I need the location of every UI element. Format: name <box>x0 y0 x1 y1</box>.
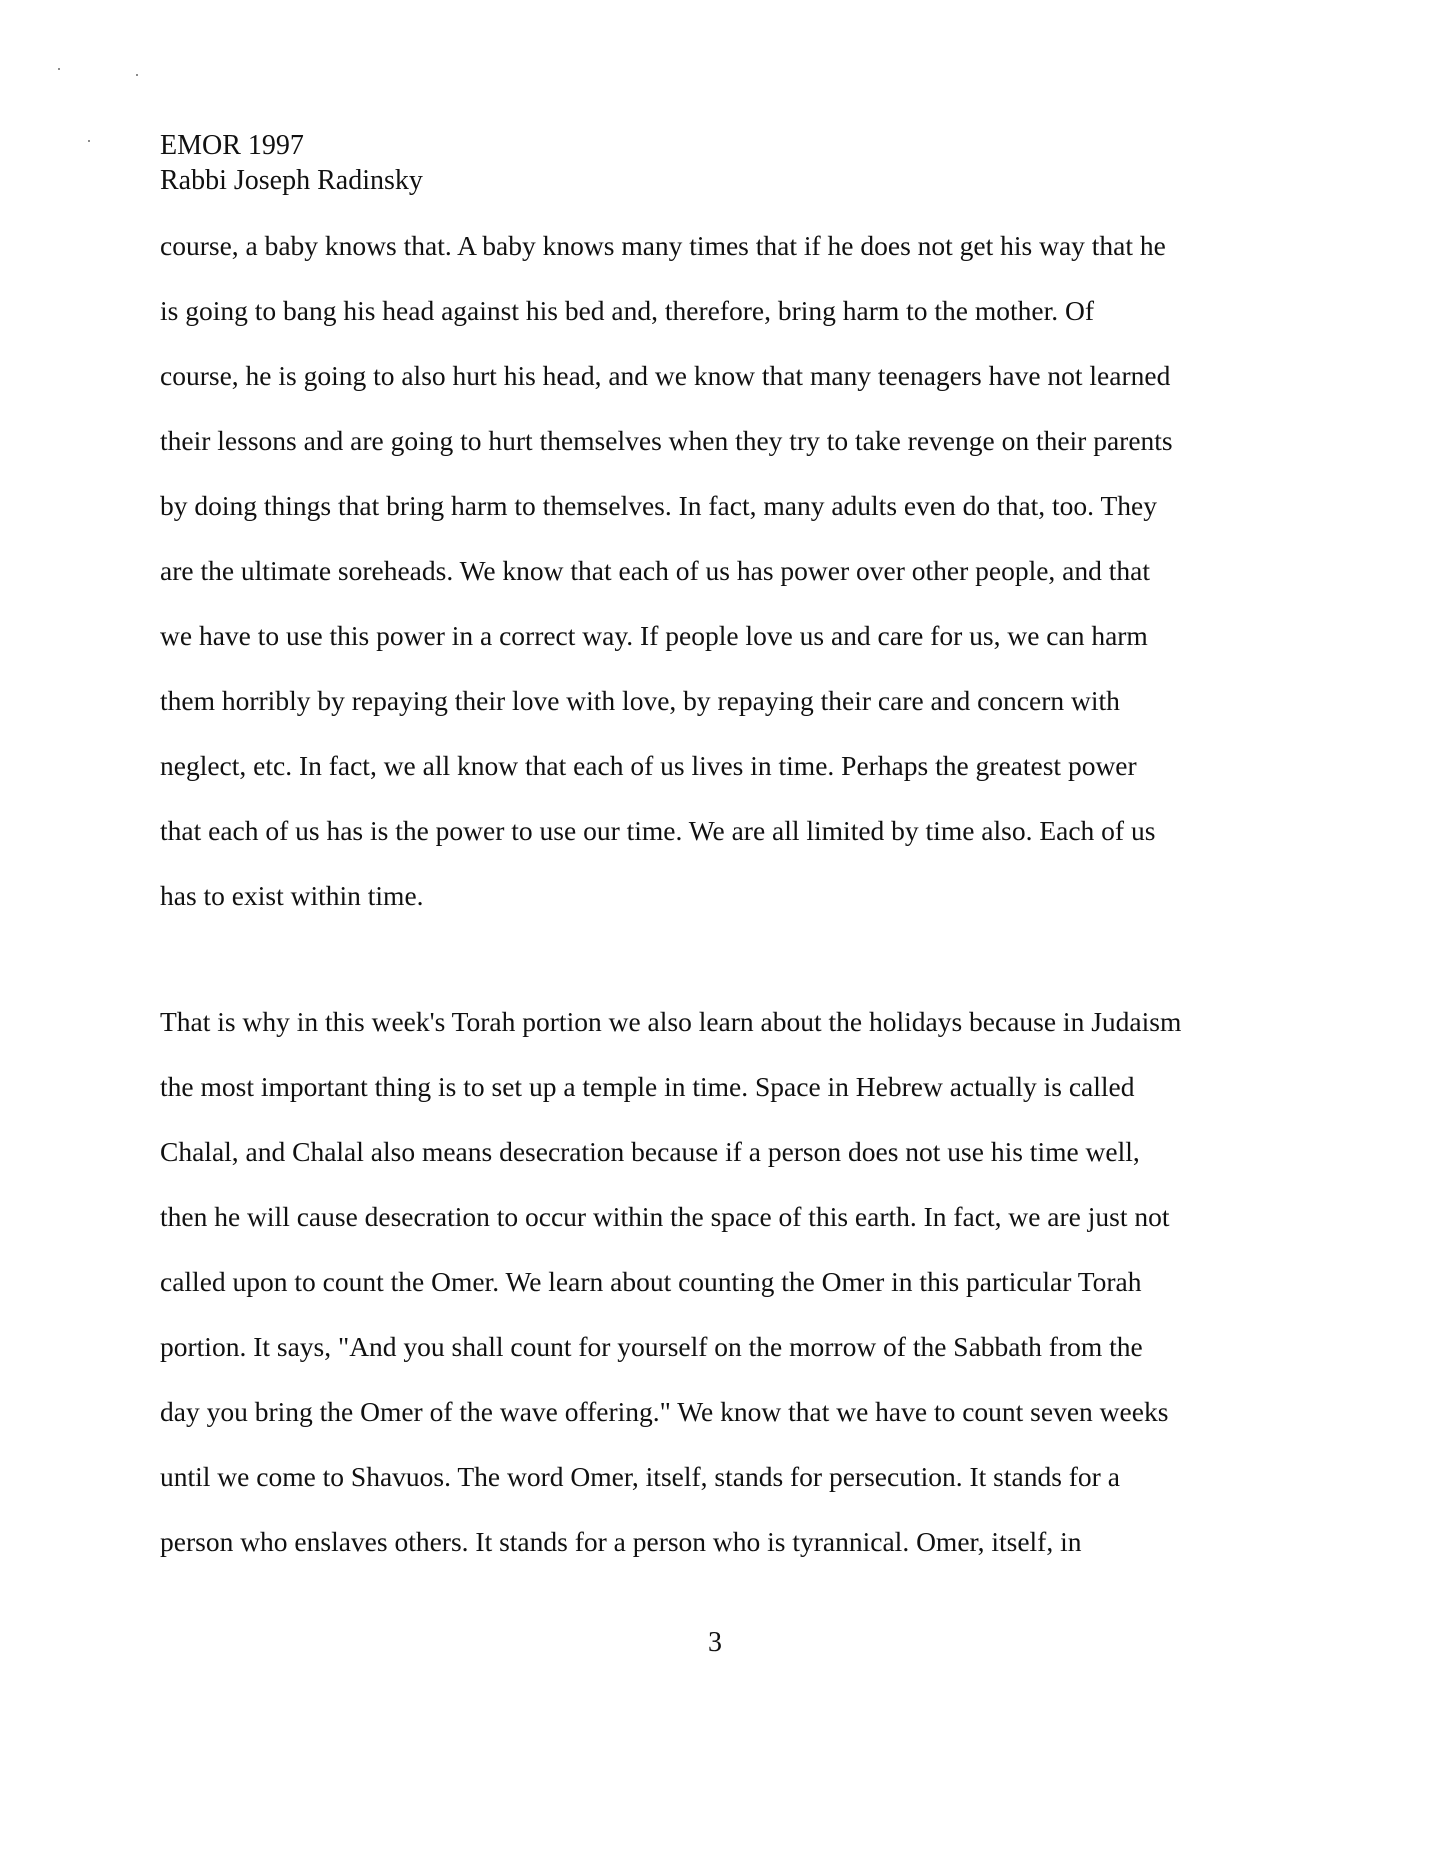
text-line: them horribly by repaying their love with love, by repaying their care and concern with <box>160 685 1120 716</box>
text-line: the most important thing is to set up a temple in time. Space in Hebrew actually is called <box>160 1071 1135 1102</box>
scan-speck <box>136 74 138 76</box>
document-author: Rabbi Joseph Radinsky <box>160 165 423 196</box>
text-line: portion. It says, "And you shall count for yourself on the morrow of the Sabbath from the <box>160 1331 1143 1362</box>
text-line: course, a baby knows that. A baby knows many times that if he does not get his way that he <box>160 230 1166 261</box>
text-line: course, he is going to also hurt his head, and we know that many teenagers have not learned <box>160 360 1171 391</box>
text-line: That is why in this week's Torah portion we also learn about the holidays because in Judaism <box>160 1006 1182 1037</box>
text-line: is going to bang his head against his bed and, therefore, bring harm to the mother. Of <box>160 295 1095 326</box>
scan-speck <box>88 140 90 142</box>
text-line: called upon to count the Omer. We learn about counting the Omer in this particular Torah <box>160 1266 1142 1297</box>
page-number: 3 <box>708 1627 722 1658</box>
scan-speck <box>58 68 60 70</box>
text-line: then he will cause desecration to occur within the space of this earth. In fact, we are just not <box>160 1201 1170 1232</box>
text-line: are the ultimate soreheads. We know that each of us has power over other people, and that <box>160 555 1150 586</box>
text-line: person who enslaves others. It stands for a person who is tyrannical. Omer, itself, in <box>160 1526 1082 1557</box>
paragraph <box>160 1002 1280 1587</box>
text-line: has to exist within time. <box>160 880 424 911</box>
text-line: day you bring the Omer of the wave offering." We know that we have to count seven weeks <box>160 1396 1169 1427</box>
text-line: their lessons and are going to hurt themselves when they try to take revenge on their parents <box>160 425 1173 456</box>
text-line: Chalal, and Chalal also means desecration because if a person does not use his time well, <box>160 1136 1140 1167</box>
text-line: until we come to Shavuos. The word Omer, itself, stands for persecution. It stands for a <box>160 1461 1120 1492</box>
text-line: we have to use this power in a correct way. If people love us and care for us, we can harm <box>160 620 1148 651</box>
text-line: neglect, etc. In fact, we all know that each of us lives in time. Perhaps the greatest power <box>160 750 1137 781</box>
text-line: by doing things that bring harm to themselves. In fact, many adults even do that, too. They <box>160 490 1157 521</box>
text-line: that each of us has is the power to use our time. We are all limited by time also. Each of us <box>160 815 1156 846</box>
document-title: EMOR 1997 <box>160 130 304 161</box>
document-header <box>160 128 423 198</box>
paragraph <box>160 226 1280 941</box>
